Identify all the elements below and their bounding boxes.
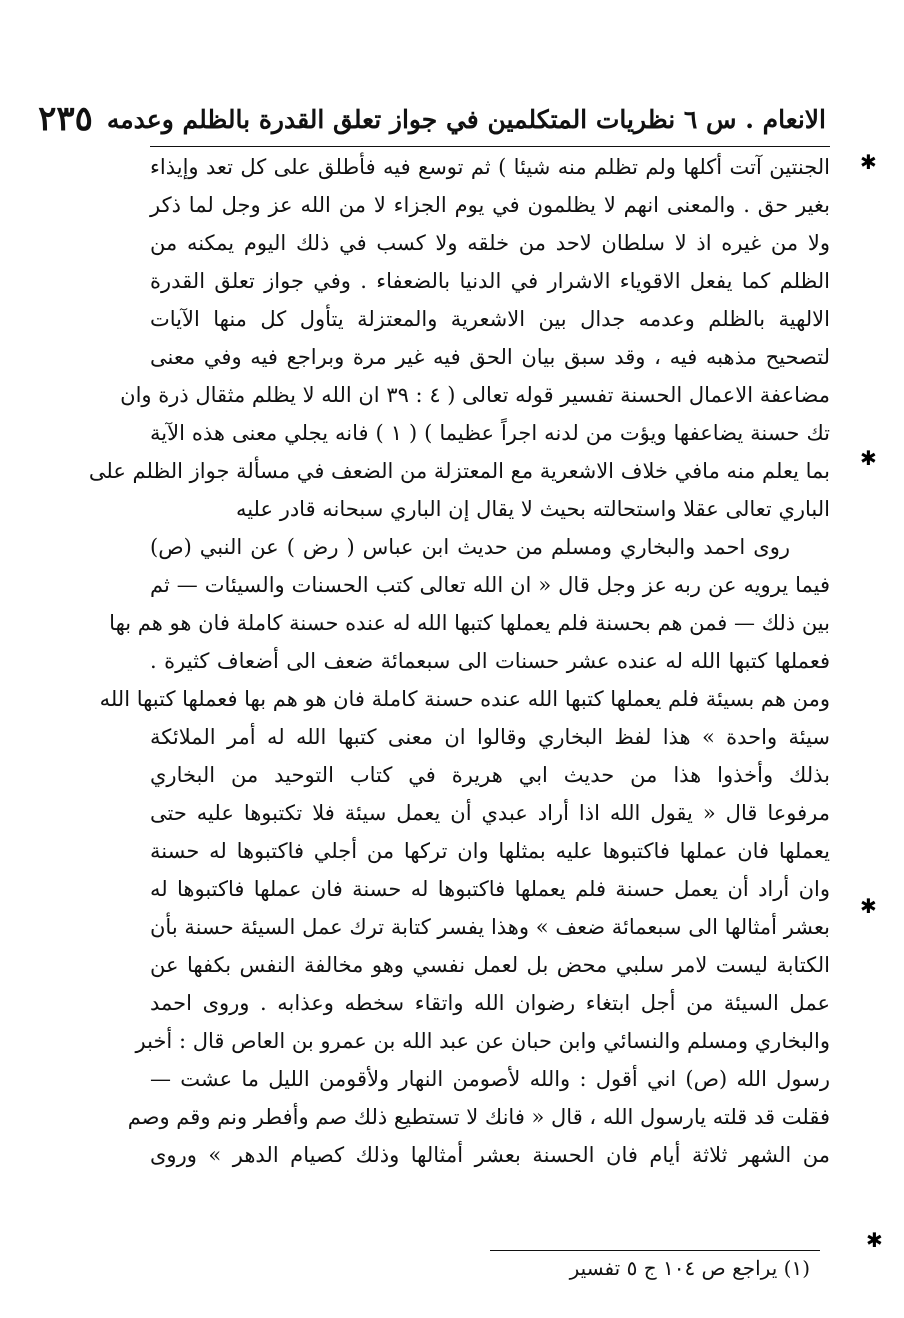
footnote: (١) يراجع ص ١٠٤ ج ٥ تفسير bbox=[569, 1256, 810, 1280]
ink-spot-icon: ✱ bbox=[860, 150, 877, 174]
footnote-rule bbox=[490, 1250, 820, 1251]
body-line: بين ذلك — فمن هم بحسنة فلم يعملها كتبها الله له عنده حسنة كاملة فان هو هم بها bbox=[109, 611, 830, 635]
body-line: ومن هم بسيئة فلم يعملها كتبها الله عنده حسنة كاملة فان هو هم بها فعملها كتبها الله bbox=[99, 687, 830, 711]
body-line: والبخاري ومسلم والنسائي وابن حبان عن عبد الله بن عمرو بن العاص قال : أخبر bbox=[135, 1029, 830, 1053]
body-line: الظلم كما يفعل الاقوياء الاشرار في الدنيا بالضعفاء . وفي جواز تعلق القدرة bbox=[150, 269, 830, 293]
body-line: الالهية بالظلم وعدمه جدال بين الاشعرية والمعتزلة يتأول كل منها الآيات bbox=[150, 307, 830, 331]
body-line: عمل السيئة من أجل ابتغاء رضوان الله واتقاء سخطه وعذابه . وروى احمد bbox=[150, 991, 830, 1015]
body-line: مضاعفة الاعمال الحسنة تفسير قوله تعالى ( ٤ : ٣٩ ان الله لا يظلم مثقال ذرة وان bbox=[120, 383, 830, 407]
ink-spot-icon: ✱ bbox=[860, 894, 877, 918]
body-line: الباري تعالى عقلا واستحالته بحيث لا يقال إن الباري سبحانه قادر عليه bbox=[235, 497, 830, 521]
body-line: الجنتين آتت أكلها ولم تظلم منه شيئا ) ثم توسع فيه فأطلق على كل تعد وإيذاء bbox=[150, 155, 830, 179]
body-line: بغير حق . والمعنى انهم لا يظلمون في يوم الجزاء لا من الله عز وجل لما ذكر bbox=[150, 193, 830, 217]
body-line: ولا من غيره اذ لا سلطان لاحد من خلقه ولا كسب في ذلك اليوم يمكنه من bbox=[150, 231, 830, 255]
body-line: لتصحيح مذهبه فيه ، وقد سبق بيان الحق فيه غير مرة وبراجع فيه وفي معنى bbox=[150, 345, 830, 369]
body-line: رسول الله (ص) اني أقول : والله لأصومن النهار ولأقومن الليل ما عشت — bbox=[150, 1067, 830, 1091]
body-line: سيئة واحدة » هذا لفظ البخاري وقالوا ان معنى كتبها الله له أمر الملائكة bbox=[150, 725, 830, 749]
header-title: الانعام . س ٦ نظريات المتكلمين في جواز تعلق القدرة بالظلم وعدمه bbox=[106, 104, 826, 134]
body-line: وان أراد أن يعمل حسنة فلم يعملها فاكتبوها له حسنة فان عملها فاكتبوها له bbox=[150, 877, 830, 901]
ink-spot-icon: ✱ bbox=[866, 1228, 883, 1252]
body-line: بعشر أمثالها الى سبعمائة ضعف » وهذا يفسر كتابة ترك عمل السيئة حسنة بأن bbox=[150, 915, 830, 939]
body-line: فعملها كتبها الله له عنده عشر حسنات الى سبعمائة ضعف الى أضعاف كثيرة . bbox=[150, 649, 830, 673]
body-line: بذلك وأخذوا هذا من حديث ابي هريرة في كتاب التوحيد من البخاري bbox=[150, 763, 830, 787]
running-header bbox=[38, 96, 826, 142]
body-line: فقلت قد قلته يارسول الله ، قال « فانك لا تستطيع ذلك صم وأفطر ونم وقم وصم bbox=[127, 1105, 830, 1129]
page-number: ٢٣٥ bbox=[38, 99, 93, 139]
body-line: روى احمد والبخاري ومسلم من حديث ابن عباس ( رض ) عن النبي (ص) bbox=[150, 535, 790, 559]
body-line: الكتابة ليست لامر سلبي محض بل لعمل نفسي وهو مخالفة النفس بكفها عن bbox=[150, 953, 830, 977]
body-line: تك حسنة يضاعفها ويؤت من لدنه اجراً عظيما ) ( ١ ) فانه يجلي معنى هذه الآية bbox=[150, 421, 831, 445]
header-rule bbox=[150, 146, 830, 147]
body-line: فيما يرويه عن ربه عز وجل قال « ان الله تعالى كتب الحسنات والسيئات — ثم bbox=[150, 573, 830, 597]
body-line: من الشهر ثلاثة أيام فان الحسنة بعشر أمثالها وذلك كصيام الدهر » وروى bbox=[150, 1143, 830, 1167]
body-line: بما يعلم منه مافي خلاف الاشعرية مع المعتزلة من الضعف في مسألة جواز الظلم على bbox=[88, 459, 830, 483]
ink-spot-icon: ✱ bbox=[860, 446, 877, 470]
body-line: مرفوعا قال « يقول الله اذا أراد عبدي أن يعمل سيئة فلا تكتبوها عليه حتى bbox=[150, 801, 830, 825]
body-line: يعملها فان عملها فاكتبوها عليه بمثلها وان تركها من أجلي فاكتبوها له حسنة bbox=[150, 839, 830, 863]
